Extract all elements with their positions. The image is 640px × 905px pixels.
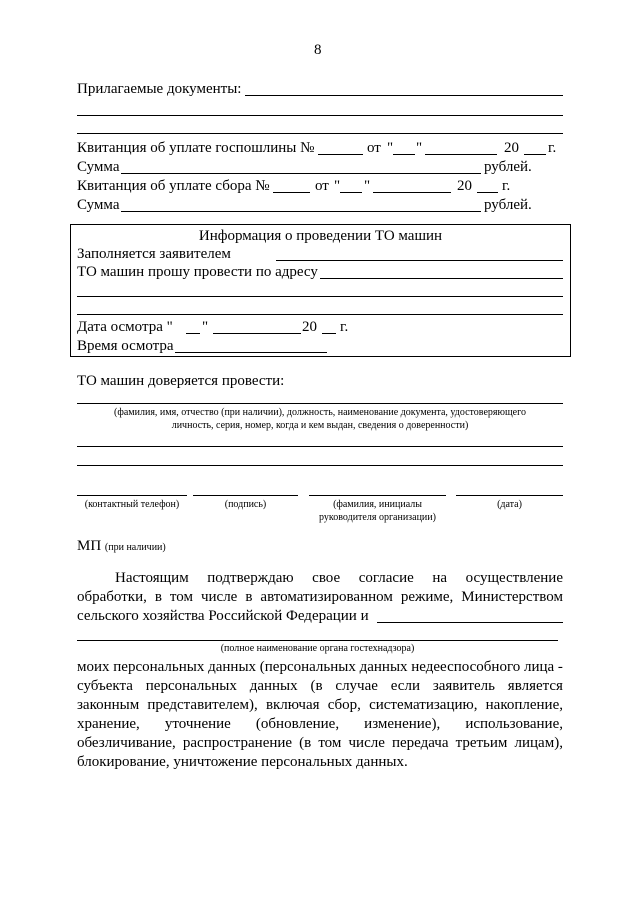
consent-word: (обновление, xyxy=(255,716,340,732)
consent-word: моих xyxy=(77,659,110,675)
consent-word: включая xyxy=(265,697,320,713)
levy-receipt-day-field[interactable] xyxy=(340,192,362,193)
manager-name-hint-2: руководителя организации) xyxy=(319,512,436,523)
gostekhnadzor-name-field[interactable] xyxy=(77,640,558,641)
attached-docs-line-3[interactable] xyxy=(77,133,563,134)
consent-word: третьим xyxy=(455,735,508,751)
inspection-date-quote: " xyxy=(202,319,209,335)
consent-line-4 xyxy=(77,659,563,676)
consent-word: на xyxy=(432,570,448,586)
levy-receipt-year-field[interactable] xyxy=(477,192,498,193)
manager-name-hint-1: (фамилия, инициалы xyxy=(333,499,422,510)
levy-receipt-month-field[interactable] xyxy=(373,192,451,193)
fee-receipt-month-field[interactable] xyxy=(425,154,497,155)
consent-word: (в xyxy=(310,678,323,694)
consent-word: представителем), xyxy=(147,697,258,713)
inspection-year-field[interactable] xyxy=(322,333,336,334)
fee-receipt-number-field[interactable] xyxy=(318,154,363,155)
fee-receipt-ot: от xyxy=(367,140,381,156)
consent-word: недееспособного xyxy=(411,659,521,675)
page-number: 8 xyxy=(314,42,322,58)
sum1-field[interactable] xyxy=(121,173,481,174)
levy-receipt-year: 20 xyxy=(457,178,472,194)
consent-word: том xyxy=(318,735,342,751)
consent-word: обезличивание, xyxy=(77,735,176,751)
inspection-day-field[interactable] xyxy=(186,333,200,334)
filled-by-field[interactable] xyxy=(276,260,563,261)
trusted-extra-line-1[interactable] xyxy=(77,446,563,447)
signature-hint: (подпись) xyxy=(224,499,267,510)
consent-word: субъекта xyxy=(77,678,133,694)
trusted-label: ТО машин доверяется провести: xyxy=(77,373,285,389)
filled-by-label: Заполняется заявителем xyxy=(77,246,231,262)
inspection-month-field[interactable] xyxy=(213,333,301,334)
consent-line-9: блокирование, уничтожение персональных данных. xyxy=(77,754,408,770)
consent-word: законным xyxy=(77,697,140,713)
sum2-label: Сумма xyxy=(77,197,120,213)
consent-word: в xyxy=(245,589,253,605)
consent-word: (в xyxy=(299,735,312,751)
consent-word: персональных xyxy=(145,678,237,694)
consent-line-1 xyxy=(115,570,563,587)
gostekhnadzor-hint: (полное наименование органа гостехнадзора) xyxy=(220,643,415,654)
inspection-date-g: г. xyxy=(340,319,349,335)
consent-word: если xyxy=(390,678,420,694)
date-field[interactable] xyxy=(456,495,563,496)
mp-text: МП xyxy=(77,538,102,554)
consent-word: сбор, xyxy=(327,697,361,713)
consent-word: Настоящим xyxy=(115,570,189,586)
consent-word: том xyxy=(169,589,193,605)
fee-receipt-day-field[interactable] xyxy=(393,154,415,155)
address-field[interactable] xyxy=(320,278,563,279)
date-hint: (дата) xyxy=(497,499,522,510)
mp-label xyxy=(77,538,166,556)
consent-word: обработки, xyxy=(77,589,147,605)
consent-word: систематизацию, xyxy=(369,697,478,713)
consent-line-8 xyxy=(77,735,563,752)
levy-receipt-ot: от xyxy=(315,178,329,194)
consent-word: подтверждаю xyxy=(207,570,294,586)
attached-docs-label: Прилагаемые документы: xyxy=(77,81,242,97)
consent-word: данных xyxy=(359,659,408,675)
inspection-time-field[interactable] xyxy=(175,352,327,353)
consent-word: режиме, xyxy=(400,589,454,605)
consent-word: свое xyxy=(312,570,341,586)
sum2-field[interactable] xyxy=(121,211,481,212)
fee-receipt-year: 20 xyxy=(504,140,519,156)
consent-word: заявитель xyxy=(432,678,495,694)
consent-word: - xyxy=(557,659,563,675)
consent-line-2 xyxy=(77,589,563,606)
levy-receipt-label: Квитанция об уплате сбора № xyxy=(77,178,270,194)
trusted-hint-line-2: личность, серия, номер, когда и кем выдан, сведения о доверенности) xyxy=(171,420,469,431)
consent-word: автоматизированном xyxy=(260,589,393,605)
attached-docs-line-1[interactable] xyxy=(245,95,563,96)
fee-receipt-quote-close: " xyxy=(416,140,423,156)
consent-word: (персональных xyxy=(259,659,356,675)
sum2-unit: рублей. xyxy=(484,197,532,213)
attached-docs-line-2[interactable] xyxy=(77,115,563,116)
consent-word: распространение xyxy=(182,735,293,751)
inspection-date-year: 20 xyxy=(302,319,317,335)
consent-line-6 xyxy=(77,697,563,714)
sum1-label: Сумма xyxy=(77,159,120,175)
mp-hint: (при наличии) xyxy=(104,542,166,553)
consent-word: данных xyxy=(208,659,257,675)
consent-word: лица xyxy=(523,659,555,675)
inspection-time-label: Время осмотра xyxy=(77,338,174,354)
consent-word: накопление, xyxy=(485,697,563,713)
gostekhnadzor-field[interactable] xyxy=(377,622,563,623)
consent-word: данных xyxy=(249,678,298,694)
consent-word: использование, xyxy=(465,716,563,732)
consent-word: согласие xyxy=(358,570,414,586)
fee-receipt-g: г. xyxy=(548,140,557,156)
consent-word: изменение), xyxy=(364,716,441,732)
consent-line-7 xyxy=(77,716,563,733)
consent-line-5 xyxy=(77,678,563,695)
address-label: ТО машин прошу провести по адресу xyxy=(77,264,318,280)
fee-receipt-label: Квитанция об уплате госпошлины № xyxy=(77,140,315,156)
phone-hint: (контактный телефон) xyxy=(84,499,180,510)
manager-name-field[interactable] xyxy=(309,495,446,496)
signature-field[interactable] xyxy=(193,495,298,496)
consent-word: числе xyxy=(348,735,385,751)
levy-receipt-quote-close: " xyxy=(364,178,371,194)
trusted-extra-line-2[interactable] xyxy=(77,465,563,466)
address-line-3[interactable] xyxy=(77,314,563,315)
inspection-box-title: Информация о проведении ТО машин xyxy=(198,228,443,244)
levy-receipt-number-field[interactable] xyxy=(273,192,310,193)
consent-word: случае xyxy=(335,678,378,694)
trusted-hint-line-1: (фамилия, имя, отчество (при наличии), должность, наименование документа, удостоверяющего xyxy=(114,407,526,418)
consent-word: хранение, xyxy=(77,716,140,732)
levy-receipt-quote-open: " xyxy=(334,178,341,194)
inspection-date-label: Дата осмотра " xyxy=(77,319,173,335)
levy-receipt-g: г. xyxy=(502,178,511,194)
consent-word: числе xyxy=(200,589,238,605)
consent-word: передача xyxy=(391,735,449,751)
fee-receipt-quote-open: " xyxy=(387,140,394,156)
consent-word: осуществление xyxy=(465,570,563,586)
consent-word: является xyxy=(507,678,563,694)
consent-line-3: сельского хозяйства Российской Федерации и xyxy=(77,608,369,624)
trusted-person-field[interactable] xyxy=(77,403,563,404)
consent-word: лицам), xyxy=(514,735,563,751)
sum1-unit: рублей. xyxy=(484,159,532,175)
phone-field[interactable] xyxy=(77,495,187,496)
fee-receipt-year-field[interactable] xyxy=(524,154,546,155)
consent-word: в xyxy=(154,589,162,605)
consent-word: уточнение xyxy=(164,716,231,732)
consent-word: Министерством xyxy=(461,589,563,605)
consent-word: персональных xyxy=(113,659,205,675)
address-line-2[interactable] xyxy=(77,296,563,297)
